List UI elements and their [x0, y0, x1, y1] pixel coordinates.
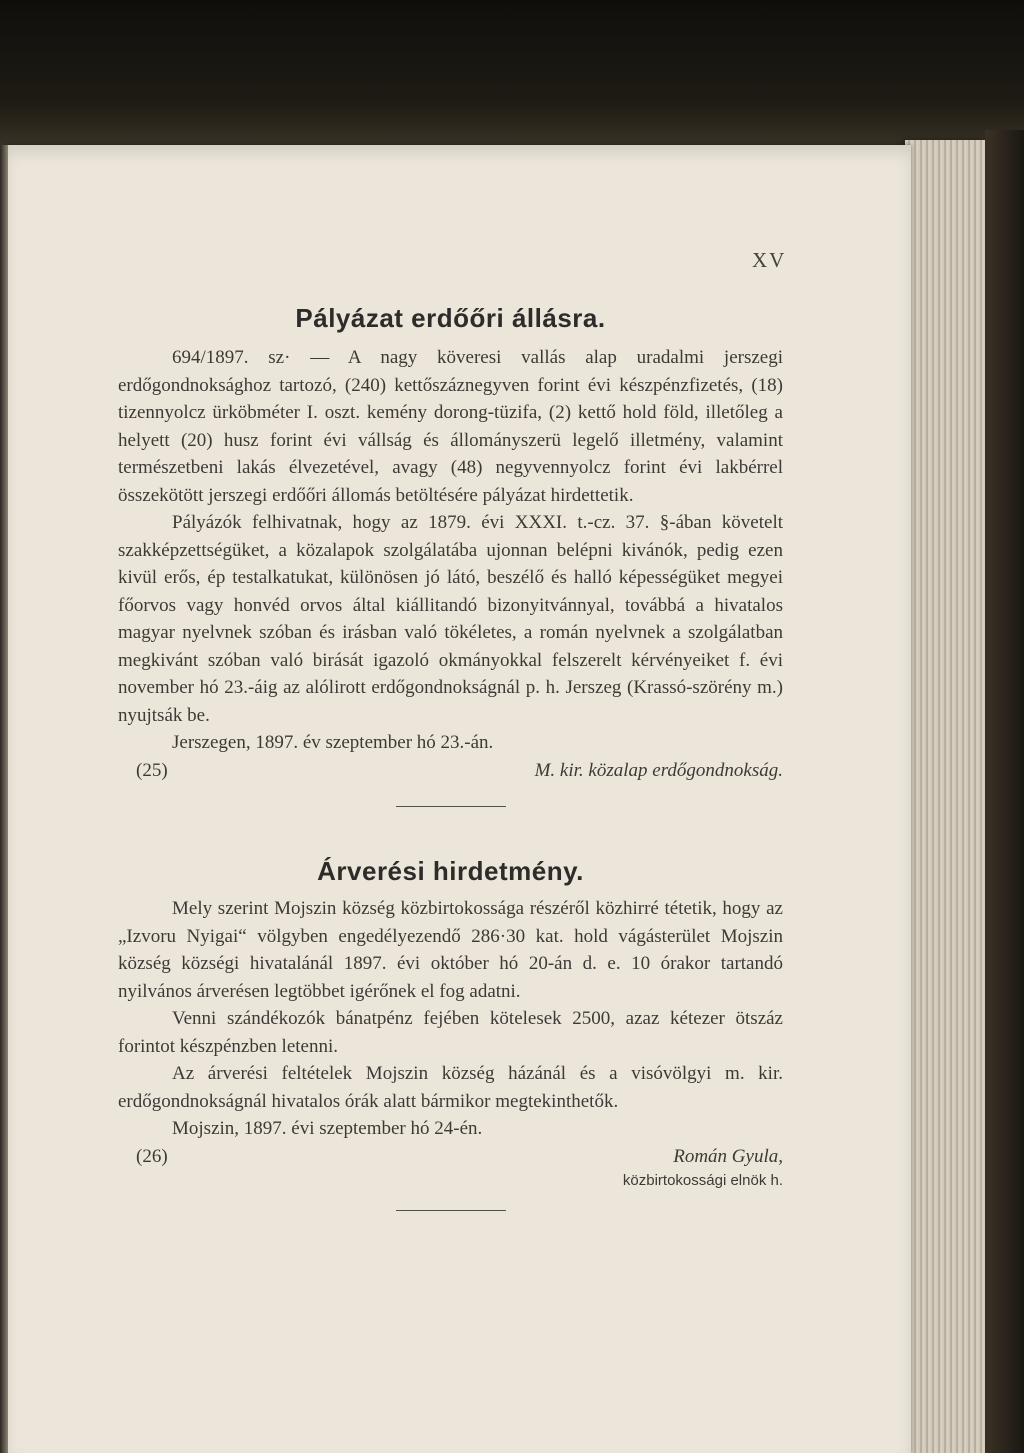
reference-number: (25)	[136, 759, 168, 781]
article-auction-notice	[118, 855, 783, 1211]
article-paragraph: Pályázók felhivatnak, hogy az 1879. évi XXXI. t.-cz. 37. §-ában követelt szakképzettségüket, a közalapok szolgálatába ujonnan belépni kivánók, pedig ezen kivül erős, ép testalkatukat, különösen jó látó, beszélő és halló képességüket megyei főorvos vagy honvéd orvos által kiállitandó bizonyitvánnyal, továbbá a hivatalos magyar nyelvnek szóban és irásban való tökéletes, a román nyelvnek a szolgálatban megkivánt szóban való birását igazoló okmányokkal felszerelt kérvényeiket f. évi november hó 23.-áig az alólirott erdőgondnokságnál p. h. Jerszeg (Krassó-szörény m.) nyujtsák be.	[118, 512, 783, 726]
reference-number: (26)	[136, 1145, 168, 1167]
article-paragraph: 694/1897. sz· — A nagy köveresi vallás alap uradalmi jerszegi erdőgondnoksághoz tartozó, (240) kettőszáznegyven forint évi készpénzfizetés, (18) tizennyolcz ürköbméter I. oszt. kemény dorong-tüzifa, (2) kettő hold föld, illetőleg a helyett (20) husz forint évi vállság és állományszerü legelő illetmény, valamint természetbeni lakás élvezetével, avagy (48) negyvennyolcz forint évi lakbérrel összekötött jerszegi erdőőri állomás betöltésére pályázat hirdettetik.	[118, 347, 783, 506]
article-title: Pályázat erdőőri állásra.	[295, 303, 606, 333]
page-content	[118, 250, 783, 1211]
scan-background-top	[0, 0, 1024, 150]
article-paragraph: Mely szerint Mojszin község közbirtokossága részéről közhirré tétetik, hogy az „Izvoru Nyigai“ völgyben engedélyezendő 286·30 kat. hold vágásterület Mojszin község községi hivatalánál 1897. évi október hó 20-án d. e. 10 órakor tartandó nyilvános árverésen legtöbbet igérőnek el fog adatni.	[118, 898, 783, 1002]
book-page-edges	[905, 140, 985, 1453]
signature: M. kir. közalap erdőgondnokság.	[534, 759, 783, 781]
section-divider	[396, 806, 506, 807]
article-paragraph: Az árverési feltételek Mojszin község házánál és a visóvölgyi m. kir. erdőgondnokságnál hivatalos órák alatt bármikor megtekinthetők.	[118, 1063, 783, 1112]
article-title: Árverési hirdetmény.	[317, 856, 584, 886]
book-binding-edge	[985, 130, 1024, 1453]
article-job-posting	[118, 302, 783, 807]
signature-title: közbirtokossági elnök h.	[622, 1172, 783, 1189]
signature: Román Gyula,	[673, 1145, 783, 1167]
article-date: Mojszin, 1897. évi szeptember hó 24-én.	[172, 1118, 483, 1139]
section-divider	[396, 1210, 506, 1211]
page-number: XV	[752, 248, 787, 272]
article-date: Jerszegen, 1897. év szeptember hó 23.-án.	[172, 732, 494, 753]
signature-line	[118, 757, 783, 785]
article-paragraph: Venni szándékozók bánatpénz fejében kötelesek 2500, azaz kétezer ötszáz forintot készpénzben letenni.	[118, 1008, 783, 1057]
signature-line	[118, 1143, 783, 1171]
page-left-shadow	[0, 145, 8, 1453]
